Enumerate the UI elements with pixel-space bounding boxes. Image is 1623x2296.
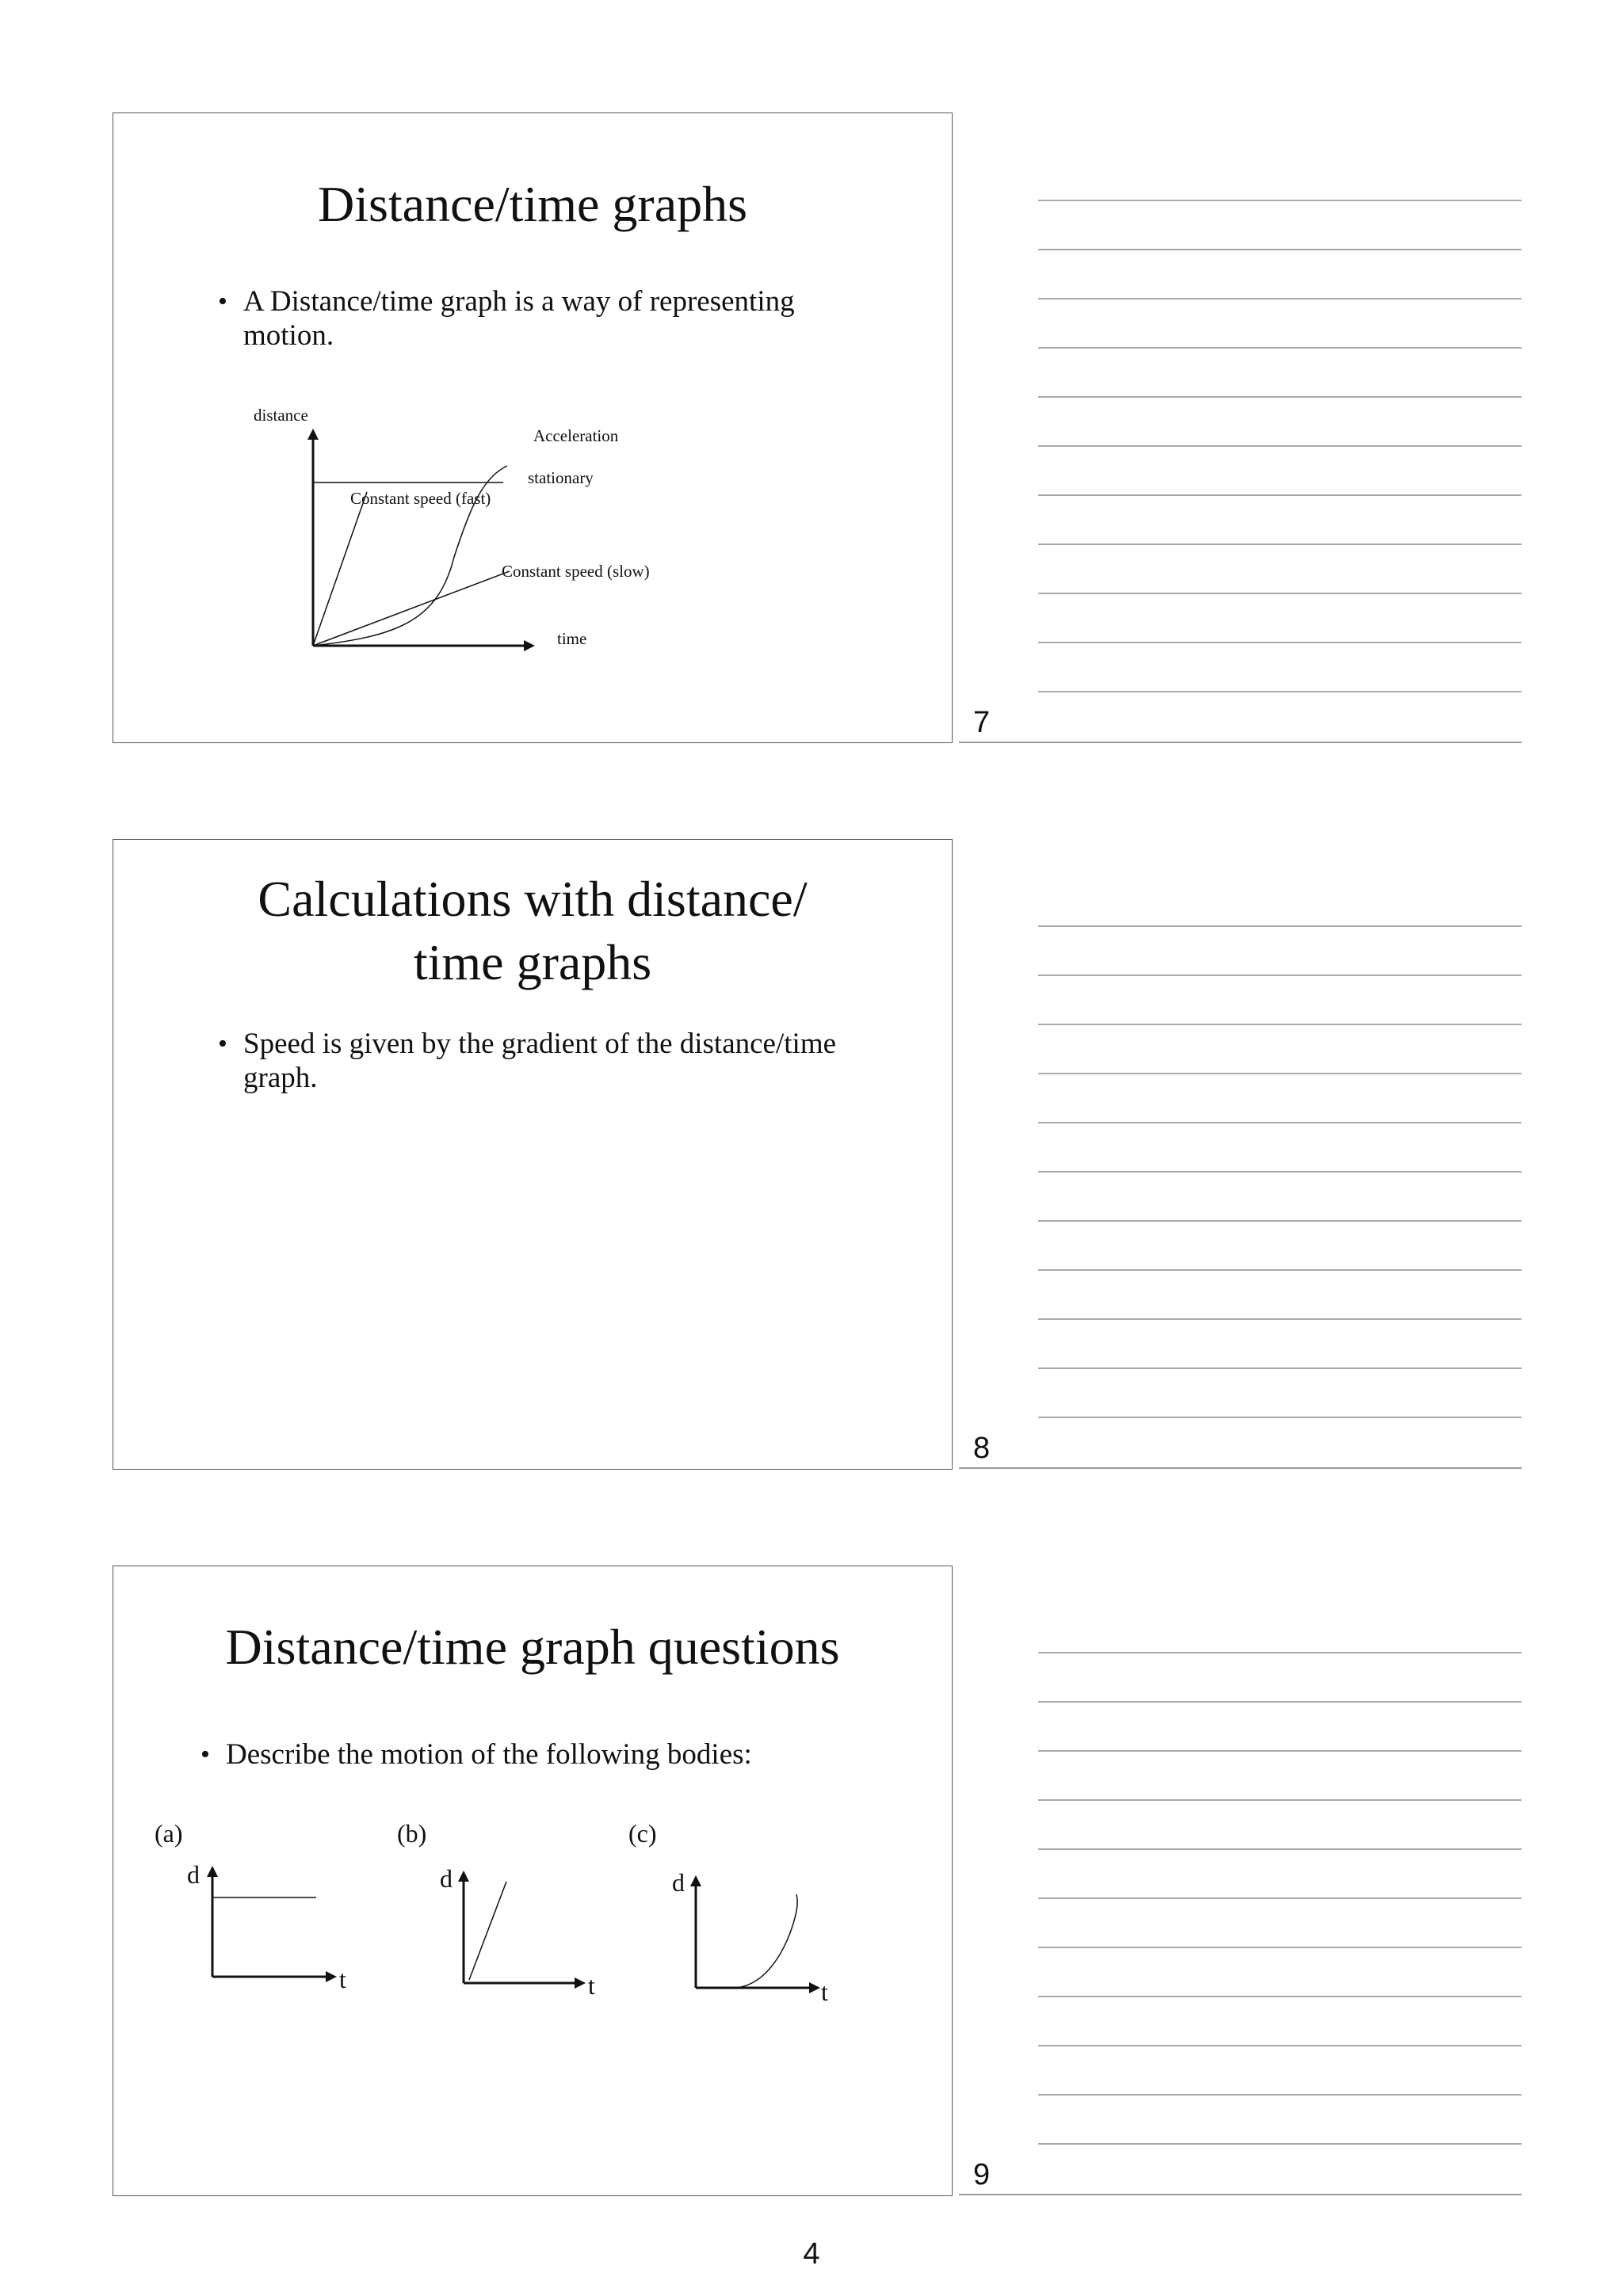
graph-a-x-arrow: [326, 1971, 337, 1982]
question-graphs: [113, 1566, 953, 2197]
graph-b-label: (b): [397, 1819, 427, 1848]
graph-c-label: (c): [628, 1819, 657, 1848]
notes-line: [1038, 543, 1522, 545]
notes-line: [1038, 1269, 1522, 1271]
graph-b-y-arrow: [458, 1871, 469, 1882]
notes-line: [1038, 2143, 1522, 2145]
slide-title-line-1: Calculations with distance/: [258, 871, 808, 927]
graph-b-x-label: t: [588, 1971, 595, 2000]
slide-divider: [959, 742, 1522, 743]
stationary-label: stationary: [528, 468, 594, 487]
slide-9: [113, 1566, 953, 2196]
notes-line: [1038, 1220, 1522, 1222]
notes-line: [1038, 1171, 1522, 1173]
notes-line: [1038, 396, 1522, 398]
acceleration-label: Acceleration: [533, 426, 619, 445]
notes-line: [1038, 1024, 1522, 1025]
graph-a-x-label: t: [339, 1965, 346, 1993]
graph-c-x-arrow: [809, 1982, 820, 1993]
graph-a-y-label: d: [187, 1860, 200, 1889]
notes-line: [1038, 642, 1522, 643]
fast-speed-line: [313, 492, 367, 646]
slide-divider: [959, 2194, 1522, 2195]
graph-b-line: [469, 1882, 506, 1980]
notes-line: [1038, 1367, 1522, 1369]
y-axis-label: distance: [254, 406, 308, 425]
slow-speed-label: Constant speed (slow): [502, 562, 650, 581]
slide-title: Distance/time graphs: [317, 176, 748, 232]
notes-line: [1038, 1417, 1522, 1418]
notes-line: [1038, 691, 1522, 692]
graph-a-y-arrow: [207, 1866, 218, 1877]
x-axis-label: time: [557, 629, 587, 648]
notes-line: [1038, 1897, 1522, 1899]
bullet-text: • Describe the motion of the following bodies:: [200, 1737, 882, 1772]
slide-8: [113, 839, 953, 1470]
notes-line: [1038, 974, 1522, 976]
notes-line: [1038, 1799, 1522, 1801]
notes-line: [1038, 1701, 1522, 1703]
slide-number: 7: [973, 706, 991, 739]
graph-a-label: (a): [155, 1819, 183, 1848]
graph-c-curve: [696, 1894, 797, 1988]
graph-c-y-label: d: [672, 1868, 685, 1897]
notes-line: [1038, 347, 1522, 349]
distance-time-graph: [113, 113, 953, 744]
fast-speed-label: Constant speed (fast): [350, 489, 491, 508]
notes-line: [1038, 249, 1522, 250]
notes-line: [1038, 1848, 1522, 1850]
notes-line: [1038, 1318, 1522, 1320]
notes-line: [1038, 1996, 1522, 1997]
y-axis-arrow: [307, 429, 319, 440]
page-number: 4: [803, 2237, 820, 2271]
slide-number: 9: [973, 2158, 991, 2191]
notes-line: [1038, 1750, 1522, 1752]
x-axis-arrow: [524, 640, 535, 651]
slide-number: 8: [973, 1432, 991, 1465]
notes-line: [1038, 445, 1522, 447]
slide-7: [113, 113, 953, 743]
notes-line: [1038, 2094, 1522, 2096]
graph-c-y-arrow: [690, 1875, 701, 1886]
slide-title-line-2: time graphs: [413, 934, 652, 990]
slide-divider: [959, 1467, 1522, 1469]
bullet-text: • Speed is given by the gradient of the distance/time graph.: [218, 1027, 868, 1095]
notes-line: [1038, 298, 1522, 299]
notes-line: [1038, 200, 1522, 201]
notes-line: [1038, 1947, 1522, 1948]
notes-line: [1038, 1073, 1522, 1074]
graph-c-x-label: t: [821, 1978, 828, 2006]
notes-line: [1038, 925, 1522, 927]
notes-line: [1038, 593, 1522, 594]
graph-b-x-arrow: [575, 1978, 586, 1989]
notes-line: [1038, 1122, 1522, 1123]
bullet-text: • A Distance/time graph is a way of representing motion.: [218, 284, 852, 353]
graph-b-y-label: d: [440, 1864, 453, 1893]
notes-line: [1038, 2045, 1522, 2046]
notes-line: [1038, 1652, 1522, 1653]
notes-line: [1038, 494, 1522, 496]
slide-title: Distance/time graph questions: [225, 1619, 840, 1675]
slow-speed-line: [313, 571, 510, 646]
